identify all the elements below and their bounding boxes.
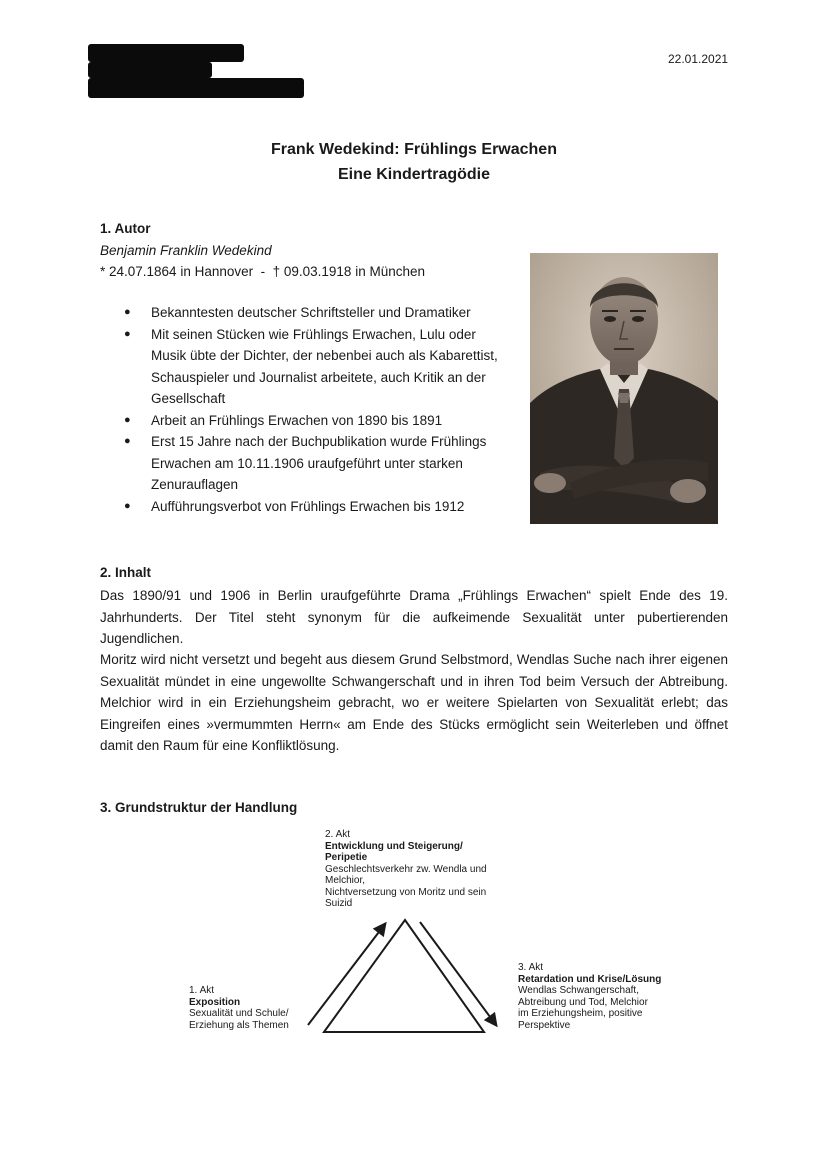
- act-2-line: Melchior,: [325, 875, 366, 886]
- content-paragraph-2: Moritz wird nicht versetzt und begeht aus diesem Grund Selbstmord, Wendlas Suche nach ihrer eigenen Sexualität mündet in eine ungewollte Schwangerschaft und in ihren Tod beim Versuch der Abtreibung. Melchior wird in ein Erziehungsheim gebracht, wo er weitere Spielarten von Sexualität erlebt; das Eingreifen eines »vermummten Herrn« am Ende des Stücks ermöglicht sein Weiterleben und öffnet damit den Raum für eine Konfliktlösung.: [100, 652, 728, 753]
- list-item: ● Mit seinen Stücken wie Frühlings Erwachen, Lulu oder Musik übte der Dichter, der nebenbei auch als Kabarettist, Schauspieler und Journalist arbeitete, auch Kritik an der Gesellschaft: [124, 324, 514, 410]
- act-1-title: Exposition: [189, 996, 241, 1008]
- document-title: [0, 137, 828, 187]
- act-3-line: im Erziehungsheim, positive: [518, 1008, 643, 1019]
- redacted-name-block: [88, 44, 244, 62]
- section-2-heading: 2. Inhalt: [100, 565, 152, 580]
- act-2-label-block: [325, 829, 525, 910]
- title-line-1: Frank Wedekind: Frühlings Erwachen: [271, 141, 557, 158]
- act-2-title: Entwicklung und Steigerung/ Peripetie: [325, 840, 463, 863]
- act-3-line: Wendlas Schwangerschaft,: [518, 985, 639, 996]
- plot-structure-diagram: [290, 910, 510, 1040]
- author-name: Benjamin Franklin Wedekind: [100, 243, 272, 258]
- title-line-2: Eine Kindertragödie: [337, 166, 491, 183]
- list-item: ● Arbeit an Frühlings Erwachen von 1890 bis 1891: [124, 410, 514, 432]
- content-paragraph-1: Das 1890/91 und 1906 in Berlin uraufgeführte Drama „Frühlings Erwachen“ spielt Ende des 19. Jahrhunderts. Der Titel steht synonym für die aufkeimende Sexualität unter pubertierenden Jugendlichen.: [100, 588, 728, 646]
- redacted-name-block: [88, 78, 304, 98]
- author-portrait-photo: [530, 253, 718, 524]
- section-1-heading: 1. Autor: [100, 221, 151, 236]
- act-2-label: 2. Akt: [325, 829, 351, 840]
- list-item: ● Aufführungsverbot von Frühlings Erwachen bis 1912: [124, 496, 514, 518]
- act-2-line: Suizid: [325, 898, 353, 909]
- act-3-label-block: [518, 962, 698, 1031]
- act-3-label: 3. Akt: [518, 962, 544, 973]
- section-3-heading: 3. Grundstruktur der Handlung: [100, 800, 298, 815]
- list-item: ● Bekanntesten deutscher Schriftsteller und Dramatiker: [124, 302, 514, 324]
- list-item: ● Erst 15 Jahre nach der Buchpublikation wurde Frühlings Erwachen am 10.11.1906 uraufgeführt unter starken Zenurauflagen: [124, 431, 514, 496]
- act-3-title: Retardation und Krise/Lösung: [518, 973, 662, 985]
- act-3-line: Perspektive: [518, 1019, 571, 1031]
- act-2-line: Geschlechtsverkehr zw. Wendla und: [325, 863, 487, 875]
- document-date: 22.01.2021: [668, 52, 729, 66]
- act-1-label: 1. Akt: [189, 985, 215, 996]
- act-1-line: Erziehung als Themen: [189, 1019, 289, 1031]
- act-3-line: Abtreibung und Tod, Melchior: [518, 996, 648, 1008]
- act-2-line: Nichtversetzung von Moritz und sein: [325, 886, 487, 898]
- author-facts-list: [124, 302, 514, 517]
- redacted-name-block: [88, 62, 212, 78]
- author-dates: * 24.07.1864 in Hannover - † 09.03.1918 in München: [100, 264, 425, 279]
- falling-arrow: [420, 922, 496, 1025]
- act-1-line: Sexualität und Schule/: [189, 1008, 289, 1019]
- rising-arrow: [308, 924, 385, 1025]
